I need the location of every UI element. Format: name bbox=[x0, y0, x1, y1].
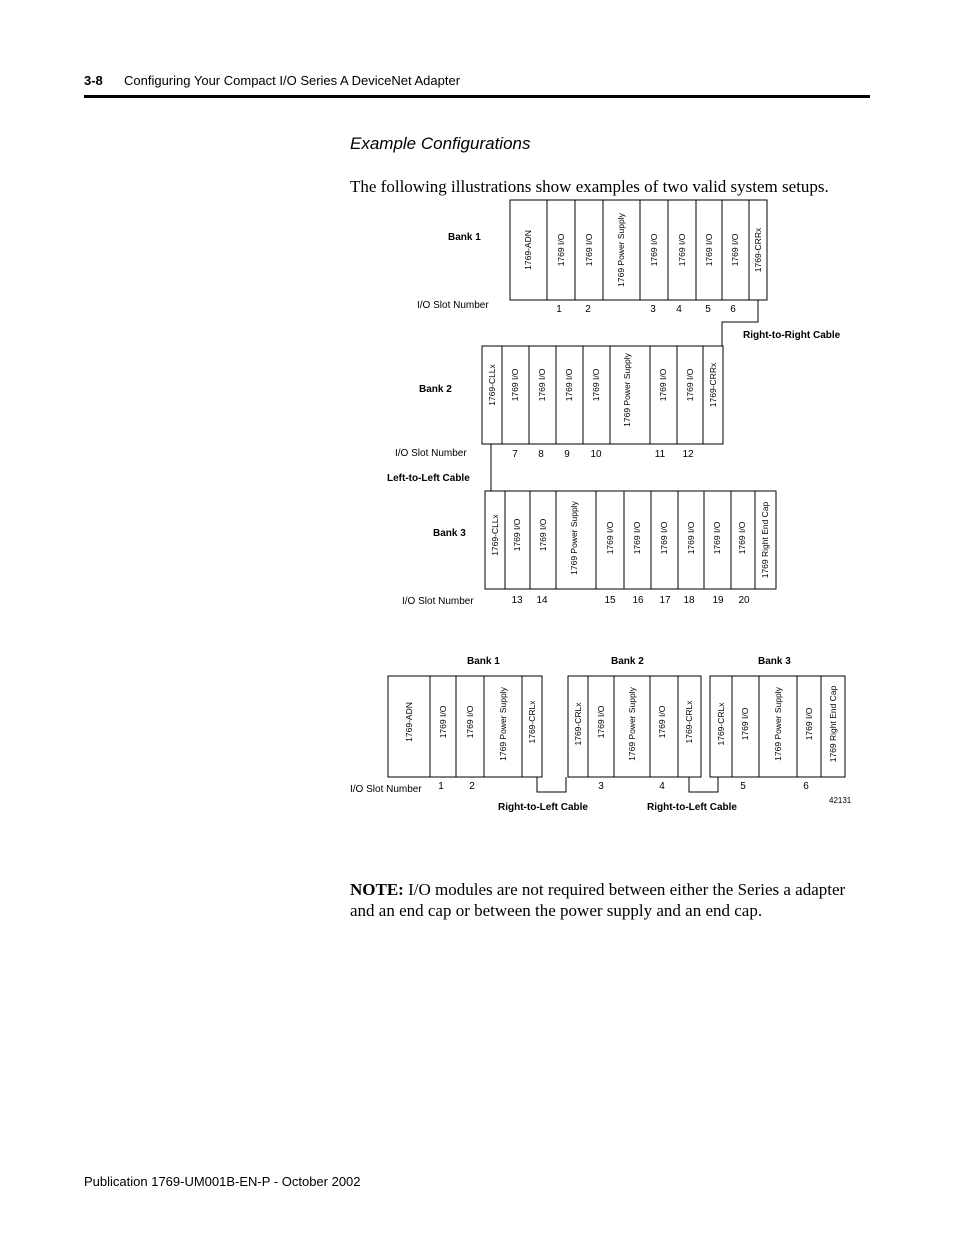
module-label: 1769-CRLx bbox=[716, 702, 726, 746]
module-label: 1769 I/O bbox=[591, 368, 601, 402]
fig2-bank3-label: Bank 3 bbox=[758, 656, 791, 667]
fig1-bank3-label: Bank 3 bbox=[433, 528, 466, 539]
fig2-cable-1-label: Right-to-Left Cable bbox=[498, 802, 588, 813]
note-text: I/O modules are not required between either the Series a adapter and an end cap or between the power supply and an end cap. bbox=[350, 880, 846, 920]
section-title: Example Configurations bbox=[350, 134, 531, 153]
fig2-cable-2-label: Right-to-Left Cable bbox=[647, 802, 737, 813]
module-label: 1769 Power Supply bbox=[498, 687, 508, 761]
module-label: 1769 I/O bbox=[704, 233, 714, 267]
fig1-bank1-slot-label: I/O Slot Number bbox=[417, 300, 489, 311]
slot-number: 3 bbox=[598, 781, 604, 792]
module-label: 1769-CRLx bbox=[527, 700, 537, 744]
module-label: 1769 I/O bbox=[538, 518, 548, 552]
module-label: 1769 I/O bbox=[657, 705, 667, 739]
slot-number: 6 bbox=[730, 304, 736, 315]
module-label: 1769-CRLx bbox=[684, 700, 694, 744]
module-label: 1769 I/O bbox=[512, 518, 522, 552]
slot-number: 13 bbox=[511, 595, 523, 606]
slot-number: 17 bbox=[659, 595, 671, 606]
module-label: 1769 I/O bbox=[737, 521, 747, 555]
left-to-left-cable-label: Left-to-Left Cable bbox=[387, 473, 470, 484]
module-label: 1769-ADN bbox=[523, 230, 533, 270]
module-label: 1769 I/O bbox=[564, 368, 574, 402]
module-label: 1769 I/O bbox=[465, 705, 475, 739]
right-to-right-cable-label: Right-to-Right Cable bbox=[743, 330, 841, 341]
module-label: 1769 I/O bbox=[649, 233, 659, 267]
module-label: 1769 I/O bbox=[658, 368, 668, 402]
module-label: 1769-CRRx bbox=[753, 227, 763, 273]
module-label: 1769 I/O bbox=[740, 707, 750, 741]
slot-number: 20 bbox=[738, 595, 750, 606]
module-label: 1769 I/O bbox=[438, 705, 448, 739]
module-label: 1769 I/O bbox=[677, 233, 687, 267]
slot-number: 5 bbox=[705, 304, 711, 315]
module-label: 1769 I/O bbox=[685, 368, 695, 402]
module-label: 1769-CLLx bbox=[487, 364, 497, 406]
slot-number: 2 bbox=[585, 304, 591, 315]
note-paragraph bbox=[350, 879, 850, 921]
slot-number: 14 bbox=[536, 595, 548, 606]
module-label: 1769 I/O bbox=[537, 368, 547, 402]
module-label: 1769 Power Supply bbox=[622, 353, 632, 427]
slot-number: 5 bbox=[740, 781, 746, 792]
module-label: 1769-ADN bbox=[404, 702, 414, 742]
module-label: 1769 Power Supply bbox=[773, 687, 783, 761]
slot-number: 4 bbox=[676, 304, 682, 315]
fig1-bank2-label: Bank 2 bbox=[419, 384, 452, 395]
fig2-slot-label: I/O Slot Number bbox=[350, 784, 422, 795]
slot-number: 8 bbox=[538, 449, 544, 460]
module-label: 1769 Right End Cap bbox=[828, 685, 838, 763]
module-label: 1769 I/O bbox=[686, 521, 696, 555]
fig2-bank2-label: Bank 2 bbox=[611, 656, 644, 667]
slot-number: 3 bbox=[650, 304, 656, 315]
fig2-bank1-label: Bank 1 bbox=[467, 656, 500, 667]
slot-number: 18 bbox=[683, 595, 695, 606]
slot-number: 15 bbox=[604, 595, 616, 606]
module-label: 1769 Power Supply bbox=[627, 687, 637, 761]
intro-paragraph: The following illustrations show examples of two valid system setups. bbox=[350, 177, 829, 196]
module-label: 1769 I/O bbox=[659, 521, 669, 555]
slot-number: 2 bbox=[469, 781, 475, 792]
module-label: 1769 I/O bbox=[632, 521, 642, 555]
footer-publication: Publication 1769-UM001B-EN-P - October 2002 bbox=[84, 1174, 361, 1189]
fig1-bank2-slot-label: I/O Slot Number bbox=[395, 448, 467, 459]
slot-number: 12 bbox=[682, 449, 694, 460]
module-label: 1769-CRLx bbox=[573, 702, 583, 746]
module-label: 1769-CLLx bbox=[490, 514, 500, 556]
slot-number: 11 bbox=[654, 449, 666, 460]
module-label: 1769 I/O bbox=[584, 233, 594, 267]
module-label: 1769 I/O bbox=[596, 705, 606, 739]
fig1-bank3-slot-label: I/O Slot Number bbox=[402, 596, 474, 607]
slot-number: 10 bbox=[590, 449, 602, 460]
slot-number: 7 bbox=[512, 449, 518, 460]
module-label: 1769 I/O bbox=[730, 233, 740, 267]
slot-number: 1 bbox=[438, 781, 444, 792]
module-label: 1769 I/O bbox=[510, 368, 520, 402]
module-label: 1769 I/O bbox=[556, 233, 566, 267]
module-label: 1769 I/O bbox=[804, 707, 814, 741]
module-label: 1769 I/O bbox=[712, 521, 722, 555]
slot-number: 1 bbox=[556, 304, 562, 315]
fig2-cable-2-line bbox=[689, 777, 718, 792]
module-label: 1769 Power Supply bbox=[616, 213, 626, 287]
module-label: 1769 Right End Cap bbox=[760, 501, 770, 579]
fig2-cable-1-line bbox=[537, 777, 566, 792]
slot-number: 6 bbox=[803, 781, 809, 792]
fig1-bank1-label: Bank 1 bbox=[448, 232, 481, 243]
slot-number: 19 bbox=[712, 595, 724, 606]
slot-number: 9 bbox=[564, 449, 570, 460]
module-label: 1769 Power Supply bbox=[569, 501, 579, 575]
figure-id: 42131 bbox=[829, 796, 852, 805]
module-label: 1769 I/O bbox=[605, 521, 615, 555]
running-header-title: Configuring Your Compact I/O Series A DeviceNet Adapter bbox=[124, 73, 461, 88]
slot-number: 16 bbox=[632, 595, 644, 606]
slot-number: 4 bbox=[659, 781, 665, 792]
page-number: 3-8 bbox=[84, 73, 103, 88]
note-label: NOTE: bbox=[350, 880, 404, 899]
module-label: 1769-CRRx bbox=[708, 362, 718, 408]
